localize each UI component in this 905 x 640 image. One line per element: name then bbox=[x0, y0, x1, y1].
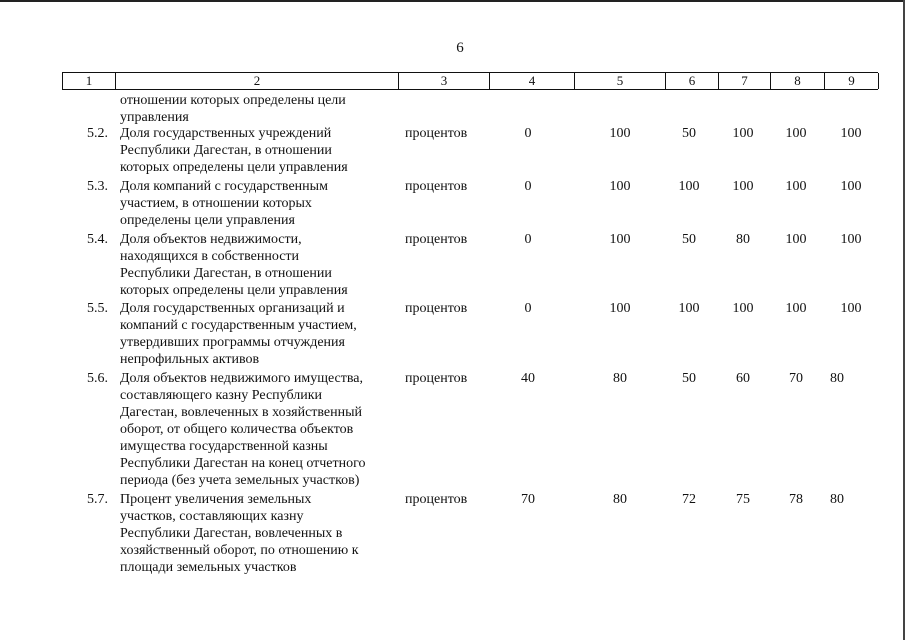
name-line: утвердивших программы отчуждения bbox=[120, 335, 345, 350]
indicator-name bbox=[120, 300, 395, 368]
unit: процентов bbox=[405, 301, 468, 316]
row-number: 5.6. bbox=[87, 371, 108, 386]
name-line: находящихся в собственности bbox=[120, 249, 300, 264]
header-col-4: 4 bbox=[489, 73, 574, 89]
value-col-4: 0 bbox=[524, 232, 532, 247]
value-col-9: 80 bbox=[830, 371, 844, 386]
name-line: имущества государственной казны bbox=[120, 439, 328, 454]
name-line: которых определены цели управления bbox=[120, 283, 348, 298]
indicator-name bbox=[120, 231, 395, 299]
value-col-5: 100 bbox=[609, 179, 631, 194]
name-line: Доля компаний с государственным bbox=[120, 179, 328, 194]
value-col-5: 100 bbox=[609, 232, 631, 247]
indicator-name bbox=[120, 178, 395, 229]
name-line: Дагестан, вовлеченных в хозяйственный bbox=[120, 405, 363, 420]
name-line: Республики Дагестан, в отношении bbox=[120, 266, 332, 281]
value-col-9: 100 bbox=[840, 232, 862, 247]
header-col-6: 6 bbox=[665, 73, 718, 89]
value-col-9: 100 bbox=[840, 301, 862, 316]
name-line: Процент увеличения земельных bbox=[120, 492, 312, 507]
indicator-name bbox=[120, 491, 395, 576]
row-number: 5.2. bbox=[87, 126, 108, 141]
header-col-8: 8 bbox=[770, 73, 824, 89]
unit: процентов bbox=[405, 492, 468, 507]
value-col-7: 100 bbox=[732, 179, 754, 194]
row-number: 5.4. bbox=[87, 232, 108, 247]
header-col-3: 3 bbox=[398, 73, 489, 89]
value-col-4: 0 bbox=[524, 126, 532, 141]
value-col-9: 100 bbox=[840, 179, 862, 194]
row-number: 5.5. bbox=[87, 301, 108, 316]
header-bottom-border bbox=[62, 89, 878, 90]
indicator-name bbox=[120, 125, 395, 176]
value-col-6: 50 bbox=[682, 232, 696, 247]
value-col-6: 100 bbox=[678, 179, 700, 194]
name-line: определены цели управления bbox=[120, 213, 295, 228]
unit: процентов bbox=[405, 371, 468, 386]
unit: процентов bbox=[405, 232, 468, 247]
value-col-4: 0 bbox=[524, 301, 532, 316]
name-line: оборот, от общего количества объектов bbox=[120, 422, 354, 437]
name-line: Доля объектов недвижимости, bbox=[120, 232, 302, 247]
value-col-6: 72 bbox=[682, 492, 696, 507]
header-col-9: 9 bbox=[824, 73, 879, 89]
name-line: которых определены цели управления bbox=[120, 160, 348, 175]
unit: процентов bbox=[405, 126, 468, 141]
name-line: непрофильных активов bbox=[120, 352, 260, 367]
name-line: Республики Дагестан, в отношении bbox=[120, 143, 332, 158]
value-col-8: 100 bbox=[785, 301, 807, 316]
value-col-7: 60 bbox=[736, 371, 750, 386]
value-col-4: 40 bbox=[521, 371, 535, 386]
value-col-9: 80 bbox=[830, 492, 844, 507]
name-line: Доля объектов недвижимого имущества, bbox=[120, 371, 364, 386]
unit: процентов bbox=[405, 179, 468, 194]
name-line: составляющего казну Республики bbox=[120, 388, 323, 403]
value-col-5: 80 bbox=[613, 492, 627, 507]
value-col-8: 100 bbox=[785, 126, 807, 141]
header-col-1: 1 bbox=[62, 73, 115, 89]
name-line: отношении которых определены цели bbox=[120, 93, 346, 108]
value-col-6: 100 bbox=[678, 301, 700, 316]
value-col-6: 50 bbox=[682, 126, 696, 141]
name-line: компаний с государственным участием, bbox=[120, 318, 357, 333]
scan-edge-top bbox=[0, 0, 905, 2]
value-col-4: 70 bbox=[521, 492, 535, 507]
value-col-4: 0 bbox=[524, 179, 532, 194]
value-col-5: 80 bbox=[613, 371, 627, 386]
value-col-7: 100 bbox=[732, 126, 754, 141]
value-col-7: 80 bbox=[736, 232, 750, 247]
name-line: Доля государственных учреждений bbox=[120, 126, 332, 141]
value-col-6: 50 bbox=[682, 371, 696, 386]
name-line: Доля государственных организаций и bbox=[120, 301, 345, 316]
header-col-5: 5 bbox=[574, 73, 665, 89]
name-line: Республики Дагестан, вовлеченных в bbox=[120, 526, 343, 541]
indicator-name bbox=[120, 370, 395, 489]
page-number: 6 bbox=[456, 40, 464, 56]
value-col-8: 78 bbox=[789, 492, 803, 507]
name-line: хозяйственный оборот, по отношению к bbox=[120, 543, 359, 558]
name-line: участием, в отношении которых bbox=[120, 196, 312, 211]
row-number: 5.3. bbox=[87, 179, 108, 194]
name-line: Республики Дагестан на конец отчетного bbox=[120, 456, 366, 471]
header-col-2: 2 bbox=[115, 73, 398, 89]
name-line: площади земельных участков bbox=[120, 560, 297, 575]
name-line: управления bbox=[120, 110, 189, 125]
value-col-8: 100 bbox=[785, 179, 807, 194]
name-line: периода (без учета земельных участков) bbox=[120, 473, 360, 488]
value-col-7: 100 bbox=[732, 301, 754, 316]
value-col-8: 100 bbox=[785, 232, 807, 247]
row-number: 5.7. bbox=[87, 492, 108, 507]
value-col-8: 70 bbox=[789, 371, 803, 386]
name-line: участков, составляющих казну bbox=[120, 509, 304, 524]
value-col-7: 75 bbox=[736, 492, 750, 507]
value-col-9: 100 bbox=[840, 126, 862, 141]
value-col-5: 100 bbox=[609, 126, 631, 141]
indicator-name bbox=[120, 92, 395, 126]
header-col-7: 7 bbox=[718, 73, 770, 89]
value-col-5: 100 bbox=[609, 301, 631, 316]
